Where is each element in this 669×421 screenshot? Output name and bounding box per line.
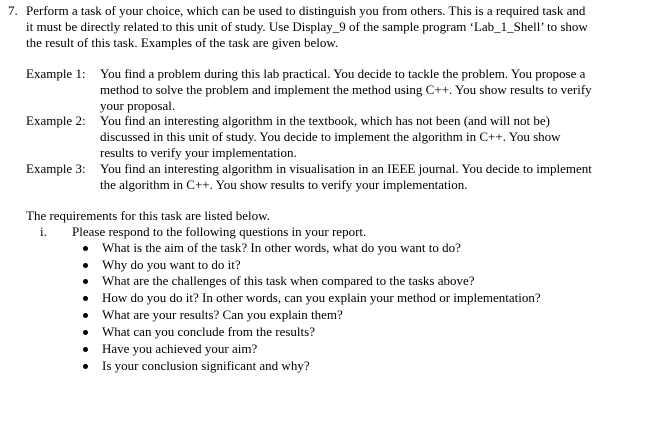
bullet-icon [83,347,88,352]
example-text-line: the algorithm in C++. You show results to verify your implementation. [100,177,468,192]
task-intro-line: it must be directly related to this unit of study. Use Display_9 of the sample program ‘Lab_1_Shell’ to show [26,19,588,34]
bullet-icon [83,279,88,284]
example-text-line: discussed in this unit of study. You decide to implement the algorithm in C++. You show [100,129,561,144]
example-text-line: You find an interesting algorithm in visualisation in an IEEE journal. You decide to implement [100,161,592,176]
bullet-icon [83,263,88,268]
task-number: 7. [8,3,18,18]
requirement-marker: i. [40,224,47,239]
example-text-line: method to solve the problem and implement the method using C++. You show results to verify [100,82,592,97]
question-item: How do you do it? In other words, can you explain your method or implementation? [102,290,541,305]
task-intro-line: the result of this task. Examples of the task are given below. [26,35,339,50]
question-item: What can you conclude from the results? [102,324,315,339]
bullet-icon [83,246,88,251]
task-intro-line: Perform a task of your choice, which can be used to distinguish you from others. This is a required task and [26,3,586,18]
bullet-icon [83,364,88,369]
example-text-line: your proposal. [100,98,176,113]
question-item: What are your results? Can you explain them? [102,307,343,322]
question-item: Why do you want to do it? [102,257,241,272]
example-text-line: You find a problem during this lab practical. You decide to tackle the problem. You propose a [100,66,586,81]
requirements-intro: The requirements for this task are listed below. [26,208,270,223]
bullet-icon [83,313,88,318]
example-label: Example 3: [26,161,86,176]
example-label: Example 1: [26,66,86,81]
requirement-text: Please respond to the following questions in your report. [72,224,367,239]
question-item: Is your conclusion significant and why? [102,358,310,373]
bullet-icon [83,296,88,301]
question-item: What is the aim of the task? In other words, what do you want to do? [102,240,461,255]
question-item: What are the challenges of this task when compared to the tasks above? [102,273,475,288]
question-item: Have you achieved your aim? [102,341,258,356]
example-text-line: You find an interesting algorithm in the textbook, which has not been (and will not be) [100,113,550,128]
bullet-icon [83,330,88,335]
example-text-line: results to verify your implementation. [100,145,297,160]
example-label: Example 2: [26,113,86,128]
